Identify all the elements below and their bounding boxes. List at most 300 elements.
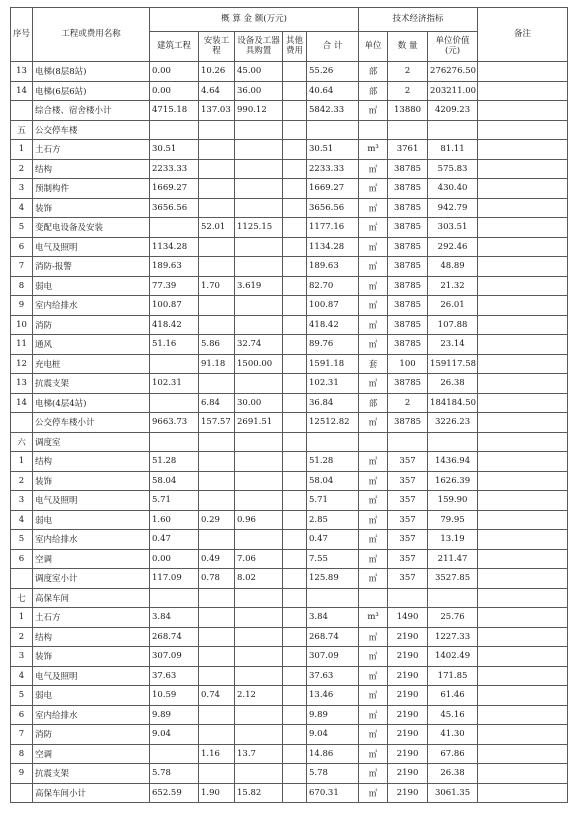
header-estimate-group: 概 算 金 额(万元) [150,8,359,32]
cell-unit: ㎡ [359,627,388,647]
cell-other [283,257,307,277]
cell-quantity: 2190 [388,647,428,667]
cell-remark [478,237,568,257]
cell-total: 418.42 [307,315,359,335]
cell-equipment: 13.7 [235,744,283,764]
cell-quantity: 38785 [388,237,428,257]
cell-total: 30.51 [307,140,359,160]
cell-equipment: 990.12 [235,101,283,121]
cell-item-name: 调度室小计 [33,569,150,589]
table-row [11,354,568,374]
cell-unit-value: 276276.50 [428,62,478,82]
cell-unit: ㎡ [359,686,388,706]
cell-equipment: 2691.51 [235,413,283,433]
cell-equipment [235,120,283,140]
header-name: 工程或费用名称 [33,8,150,62]
cell-unit-value: 4209.23 [428,101,478,121]
header-unit-value: 单位价值(元) [428,32,478,62]
cell-installation [199,627,235,647]
cell-item-name: 消防-报警 [33,257,150,277]
cell-quantity: 38785 [388,374,428,394]
cell-unit-value: 21.32 [428,276,478,296]
cell-quantity: 1490 [388,608,428,628]
cell-unit-value: 107.88 [428,315,478,335]
cell-unit [359,588,388,608]
cell-equipment: 7.06 [235,549,283,569]
cell-installation [199,471,235,491]
cell-remark [478,374,568,394]
cell-other [283,686,307,706]
header-total: 合 计 [307,32,359,62]
cell-unit: ㎡ [359,549,388,569]
cell-construction: 5.71 [150,491,199,511]
cell-quantity: 38785 [388,159,428,179]
cell-unit-value: 61.46 [428,686,478,706]
cell-installation [199,198,235,218]
cell-seq: 7 [11,725,33,745]
cell-seq: 六 [11,432,33,452]
cell-construction: 0.00 [150,81,199,101]
cell-remark [478,315,568,335]
cell-unit-value: 3527.85 [428,569,478,589]
cell-quantity: 38785 [388,276,428,296]
cell-quantity: 38785 [388,257,428,277]
cell-unit: ㎡ [359,179,388,199]
cell-total: 9.04 [307,725,359,745]
cell-remark [478,783,568,803]
cell-total: 51.28 [307,452,359,472]
cell-seq: 4 [11,510,33,530]
cell-construction: 3656.56 [150,198,199,218]
cell-seq: 6 [11,705,33,725]
cell-item-name: 电梯(4层4站) [33,393,150,413]
cell-unit: ㎡ [359,101,388,121]
cell-total: 89.76 [307,335,359,355]
cell-item-name: 装饰 [33,471,150,491]
table-row [11,725,568,745]
cell-other [283,140,307,160]
budget-table-container [10,7,568,803]
cell-construction: 1134.28 [150,237,199,257]
cell-item-name: 空调 [33,744,150,764]
cell-seq [11,101,33,121]
cell-equipment [235,647,283,667]
cell-equipment: 0.96 [235,510,283,530]
cell-equipment: 45.00 [235,62,283,82]
cell-construction [150,393,199,413]
cell-remark [478,179,568,199]
cell-unit-value: 26.01 [428,296,478,316]
cell-quantity [388,120,428,140]
cell-installation [199,666,235,686]
table-row [11,647,568,667]
cell-installation [199,764,235,784]
header-construction: 建筑工程 [150,32,199,62]
cell-installation [199,705,235,725]
cell-unit-value: 1436.94 [428,452,478,472]
cell-seq: 1 [11,608,33,628]
cell-construction [150,120,199,140]
cell-installation [199,530,235,550]
cell-unit: ㎡ [359,159,388,179]
cell-installation [199,140,235,160]
cell-seq: 10 [11,315,33,335]
cell-unit: ㎡ [359,413,388,433]
cell-installation: 6.84 [199,393,235,413]
cell-quantity [388,432,428,452]
cell-total: 2233.33 [307,159,359,179]
cell-construction: 117.09 [150,569,199,589]
cell-unit-value: 1227.33 [428,627,478,647]
cell-remark [478,62,568,82]
cell-construction: 652.59 [150,783,199,803]
cell-unit-value: 159.90 [428,491,478,511]
cell-other [283,374,307,394]
cell-other [283,510,307,530]
table-row [11,432,568,452]
cell-seq: 11 [11,335,33,355]
cell-quantity: 2190 [388,666,428,686]
cell-unit: ㎡ [359,315,388,335]
cell-installation: 1.16 [199,744,235,764]
cell-total: 37.63 [307,666,359,686]
cell-unit: ㎡ [359,666,388,686]
cell-total: 125.89 [307,569,359,589]
header-unit: 单位 [359,32,388,62]
cell-construction: 5.78 [150,764,199,784]
cell-unit: m³ [359,608,388,628]
cell-construction: 1.60 [150,510,199,530]
cell-item-name: 电梯(6层6站) [33,81,150,101]
cell-quantity: 38785 [388,315,428,335]
cell-seq: 8 [11,744,33,764]
cell-construction: 0.47 [150,530,199,550]
cell-unit-value: 430.40 [428,179,478,199]
cell-total: 1177.16 [307,218,359,238]
cell-remark [478,627,568,647]
cell-quantity: 357 [388,510,428,530]
cell-equipment: 30.00 [235,393,283,413]
cell-item-name: 土石方 [33,608,150,628]
cell-item-name: 电气及照明 [33,491,150,511]
cell-item-name: 结构 [33,159,150,179]
cell-equipment: 1500.00 [235,354,283,374]
cell-remark [478,471,568,491]
cell-total: 5.71 [307,491,359,511]
cell-construction: 4715.18 [150,101,199,121]
cell-construction: 100.87 [150,296,199,316]
cell-item-name: 弱电 [33,686,150,706]
table-row [11,179,568,199]
cell-unit: ㎡ [359,218,388,238]
cell-item-name: 抗震支架 [33,764,150,784]
cell-other [283,725,307,745]
cell-equipment [235,627,283,647]
cell-equipment [235,666,283,686]
cell-quantity: 357 [388,569,428,589]
cell-item-name: 电气及照明 [33,666,150,686]
cell-remark [478,296,568,316]
cell-total: 1591.18 [307,354,359,374]
table-row [11,627,568,647]
cell-construction: 51.28 [150,452,199,472]
cell-unit: ㎡ [359,276,388,296]
cell-installation: 4.64 [199,81,235,101]
cell-quantity: 2 [388,393,428,413]
cell-seq: 2 [11,627,33,647]
cell-installation: 5.86 [199,335,235,355]
table-row [11,276,568,296]
cell-quantity: 2190 [388,744,428,764]
cell-unit-value: 1626.39 [428,471,478,491]
cell-quantity: 2190 [388,705,428,725]
table-row [11,393,568,413]
cell-total: 40.64 [307,81,359,101]
cell-total [307,120,359,140]
cell-other [283,588,307,608]
cell-installation [199,120,235,140]
cell-unit-value: 942.79 [428,198,478,218]
cell-equipment [235,179,283,199]
cell-total: 36.84 [307,393,359,413]
cell-installation [199,159,235,179]
cell-seq: 9 [11,764,33,784]
cell-other [283,530,307,550]
cell-remark [478,549,568,569]
cell-equipment: 32.74 [235,335,283,355]
cell-installation [199,257,235,277]
cell-construction: 1669.27 [150,179,199,199]
cell-other [283,315,307,335]
table-row [11,471,568,491]
cell-unit-value: 67.86 [428,744,478,764]
cell-item-name: 高保车间小计 [33,783,150,803]
cell-total: 58.04 [307,471,359,491]
cell-seq: 五 [11,120,33,140]
header-other: 其他费用 [283,32,307,62]
cell-remark [478,159,568,179]
cell-construction: 307.09 [150,647,199,667]
cell-unit [359,120,388,140]
cell-construction: 268.74 [150,627,199,647]
cell-unit: ㎡ [359,783,388,803]
budget-estimate-table [10,7,568,803]
cell-unit: ㎡ [359,510,388,530]
cell-total: 5842.33 [307,101,359,121]
cell-installation [199,588,235,608]
cell-remark [478,608,568,628]
cell-total: 55.26 [307,62,359,82]
cell-other [283,237,307,257]
cell-total: 307.09 [307,647,359,667]
cell-construction: 10.59 [150,686,199,706]
table-row [11,315,568,335]
table-row [11,686,568,706]
cell-installation [199,237,235,257]
cell-unit: 部 [359,393,388,413]
cell-seq: 5 [11,218,33,238]
cell-total: 13.46 [307,686,359,706]
cell-unit: 套 [359,354,388,374]
cell-quantity: 2190 [388,783,428,803]
cell-item-name: 弱电 [33,276,150,296]
cell-equipment: 8.02 [235,569,283,589]
cell-seq: 9 [11,296,33,316]
table-row [11,140,568,160]
table-row [11,705,568,725]
table-header [11,8,568,62]
cell-quantity: 2190 [388,764,428,784]
header-quantity: 数 量 [388,32,428,62]
cell-construction: 30.51 [150,140,199,160]
cell-installation: 0.29 [199,510,235,530]
cell-remark [478,101,568,121]
cell-quantity: 2 [388,62,428,82]
cell-unit: ㎡ [359,647,388,667]
cell-remark [478,335,568,355]
cell-installation: 0.78 [199,569,235,589]
cell-unit-value: 81.11 [428,140,478,160]
cell-equipment [235,159,283,179]
cell-other [283,452,307,472]
cell-installation [199,179,235,199]
cell-total: 2.85 [307,510,359,530]
cell-seq: 13 [11,62,33,82]
cell-other [283,491,307,511]
header-installation: 安装工程 [199,32,235,62]
cell-seq: 3 [11,491,33,511]
cell-remark [478,569,568,589]
table-body [11,62,568,803]
cell-seq: 7 [11,257,33,277]
cell-seq: 2 [11,471,33,491]
table-row [11,569,568,589]
cell-construction: 3.84 [150,608,199,628]
cell-equipment [235,491,283,511]
cell-unit: ㎡ [359,198,388,218]
cell-total: 82.70 [307,276,359,296]
cell-installation: 52.01 [199,218,235,238]
cell-installation: 1.70 [199,276,235,296]
table-row [11,120,568,140]
cell-unit-value: 292.46 [428,237,478,257]
cell-construction: 0.00 [150,549,199,569]
table-row [11,549,568,569]
cell-seq: 12 [11,354,33,374]
cell-seq [11,413,33,433]
table-row [11,452,568,472]
cell-seq: 1 [11,452,33,472]
cell-equipment [235,764,283,784]
cell-seq: 14 [11,393,33,413]
cell-installation [199,374,235,394]
cell-quantity: 2 [388,81,428,101]
cell-item-name: 结构 [33,627,150,647]
cell-item-name: 消防 [33,725,150,745]
cell-unit: ㎡ [359,725,388,745]
cell-unit: ㎡ [359,452,388,472]
cell-equipment [235,237,283,257]
cell-total: 1134.28 [307,237,359,257]
cell-remark [478,764,568,784]
header-seq: 序号 [11,8,33,62]
cell-remark [478,354,568,374]
cell-other [283,62,307,82]
cell-unit-value: 3061.35 [428,783,478,803]
table-row [11,62,568,82]
cell-other [283,432,307,452]
cell-remark [478,218,568,238]
cell-item-name: 消防 [33,315,150,335]
cell-remark [478,257,568,277]
cell-construction [150,744,199,764]
cell-unit: 部 [359,62,388,82]
cell-item-name: 调度室 [33,432,150,452]
cell-remark [478,81,568,101]
cell-installation: 91.18 [199,354,235,374]
cell-other [283,81,307,101]
cell-seq: 8 [11,276,33,296]
cell-seq: 七 [11,588,33,608]
cell-item-name: 公交停车楼小计 [33,413,150,433]
cell-seq: 5 [11,686,33,706]
cell-construction [150,588,199,608]
cell-construction [150,432,199,452]
cell-unit: ㎡ [359,374,388,394]
cell-item-name: 综合楼、宿舍楼小计 [33,101,150,121]
cell-unit: ㎡ [359,569,388,589]
cell-unit-value: 184184.50 [428,393,478,413]
cell-quantity: 357 [388,530,428,550]
cell-quantity: 100 [388,354,428,374]
cell-remark [478,647,568,667]
cell-remark [478,140,568,160]
cell-construction: 9663.73 [150,413,199,433]
cell-unit: ㎡ [359,705,388,725]
cell-item-name: 空调 [33,549,150,569]
cell-quantity: 3761 [388,140,428,160]
table-row [11,764,568,784]
cell-unit-value: 45.16 [428,705,478,725]
cell-installation: 137.03 [199,101,235,121]
cell-remark [478,491,568,511]
cell-other [283,276,307,296]
cell-unit-value: 23.14 [428,335,478,355]
cell-installation: 0.74 [199,686,235,706]
cell-unit-value: 211.47 [428,549,478,569]
cell-remark [478,452,568,472]
cell-total: 5.78 [307,764,359,784]
cell-item-name: 室内给排水 [33,705,150,725]
cell-equipment [235,296,283,316]
cell-other [283,413,307,433]
cell-unit-value [428,432,478,452]
cell-installation: 10.26 [199,62,235,82]
cell-equipment [235,588,283,608]
table-row [11,666,568,686]
cell-other [283,569,307,589]
cell-unit: ㎡ [359,335,388,355]
cell-unit-value: 26.38 [428,764,478,784]
cell-item-name: 预制构件 [33,179,150,199]
cell-other [283,335,307,355]
cell-quantity: 38785 [388,335,428,355]
cell-seq: 14 [11,81,33,101]
cell-quantity: 357 [388,452,428,472]
cell-item-name: 公交停车楼 [33,120,150,140]
cell-seq [11,783,33,803]
cell-construction: 418.42 [150,315,199,335]
